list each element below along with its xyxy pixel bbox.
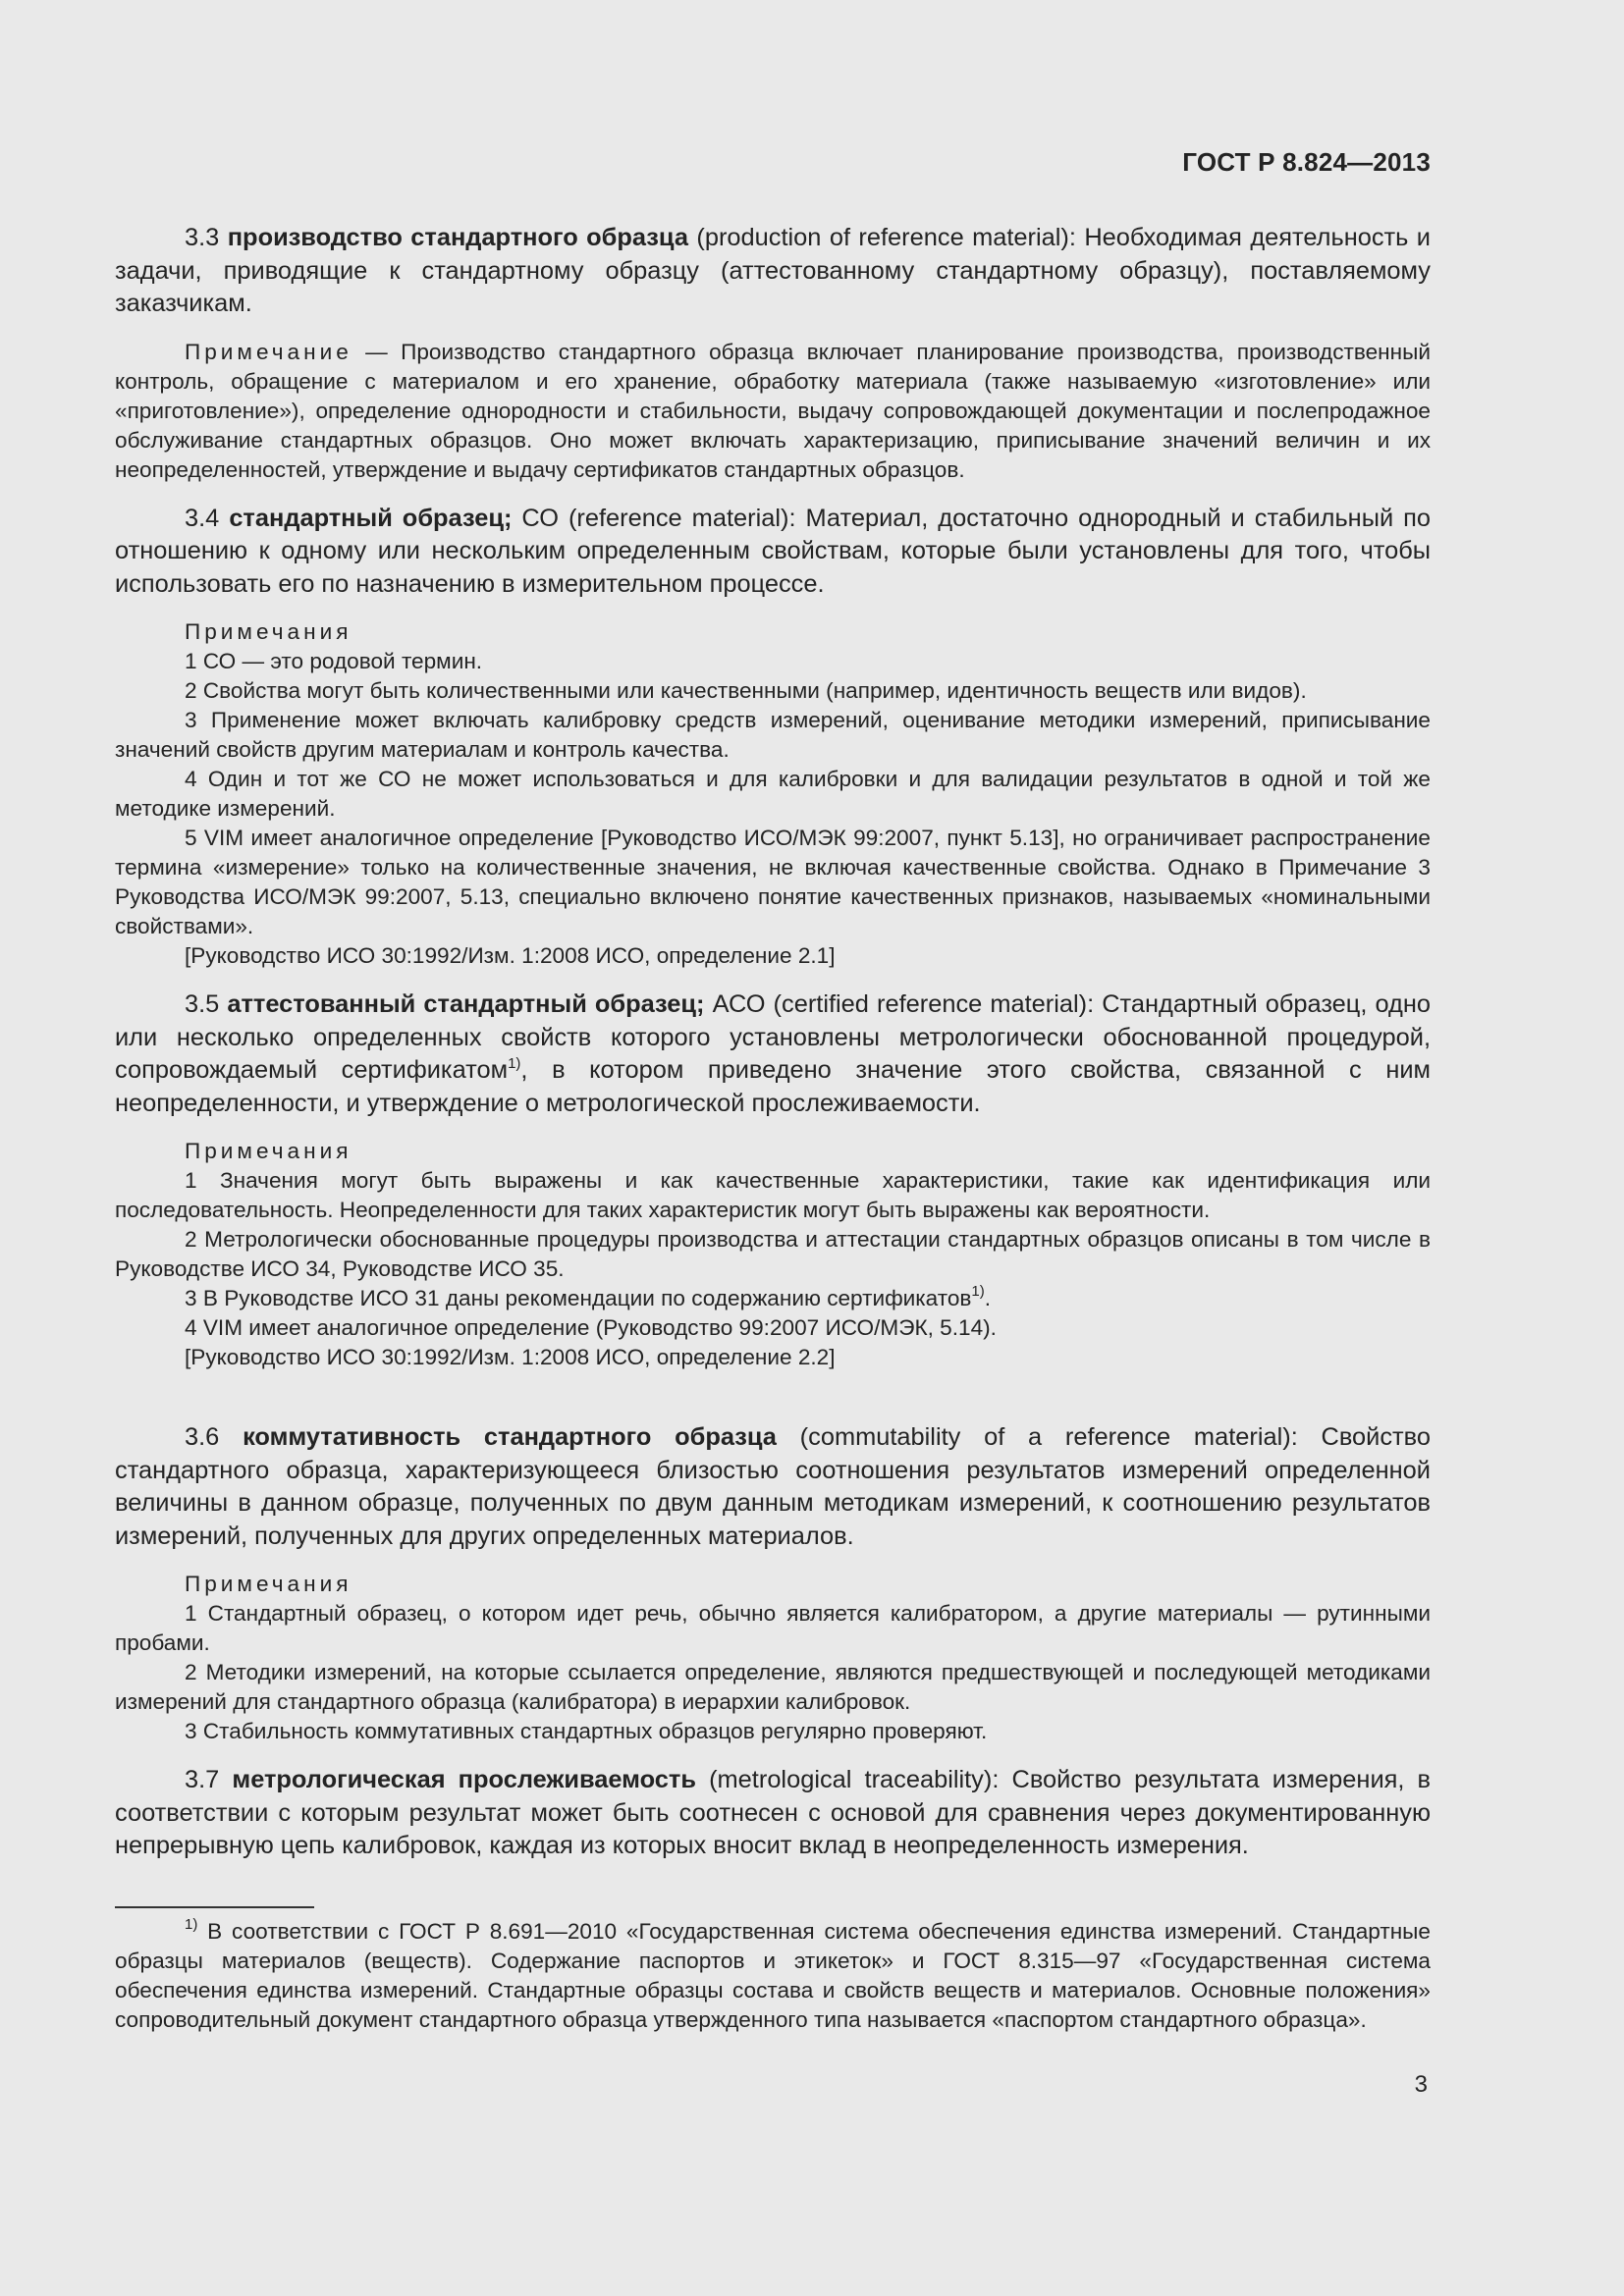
note-item [115,1284,1431,1313]
note-text: — Производство стандартного образца включает планирование производства, производственный контроль, обращение с материалом и его хранение, обработку материала (также называемую «изготовление» или «приготовление»), определение однородности и стабильности, выдачу сопровождающей документации и послепродажное обслуживание стандартных образцов. Оно может включать характеризацию, приписывание значений величин и их неопределенностей, утверждение и выдачу сертификатов стандартных образцов. [115,339,1431,482]
term-definition: СО (reference material): Материал, достаточно однородный и стабильный по отношению к одному или нескольким определенным свойствам, которые были установлены для того, чтобы использовать его по назначению в измерительном процессе. [115,504,1432,598]
footnote-reference[interactable]: 1) [971,1283,985,1300]
note-item: 5 VIM имеет аналогичное определение [Руководство ИСО/МЭК 99:2007, пункт 5.13], но ограничивает распространение термина «измерение» только на количественные значения, не включая качественные свойства. Однако в Примечание 3 Руководства ИСО/МЭК 99:2007, 5.13, специально включено понятие качественных признаков, называемых «номинальными свойствами». [115,826,1431,938]
note-item: 2 Метрологически обоснованные процедуры производства и аттестации стандартных образцов описаны в том числе в Руководстве ИСО 34, Руководстве ИСО 35. [115,1227,1431,1281]
section-number: 3.7 [185,1766,220,1793]
document-code-header: ГОСТ Р 8.824—2013 [1182,147,1431,177]
section-number: 3.6 [185,1423,220,1451]
term-title: метрологическая прослеживаемость [232,1766,696,1793]
note-item-end: . [984,1286,992,1310]
term-definition: (production of reference material): Необходимая деятельность и задачи, приводящие к стандартному образцу (аттестованному стандартному образцу), поставляемому заказчикам. [115,224,1431,317]
note-label: Примечание [185,339,352,364]
footnote-divider [115,1906,314,1908]
note-item: 3 Применение может включать калибровку средств измерений, оценивание методики измерений, приписывание значений свойств другим материалам и контроль качества. [115,708,1431,762]
note-item: 1 СО — это родовой термин. [185,649,483,673]
term-definition: (commutability of a reference material): Свойство стандартного образца, характеризующееся близостью соотношения результатов измерений определенной величины в данном образце, полученных по двум данным методикам измерений, к соотношению результатов измерений, полученных для других определенных материалов. [115,1423,1431,1550]
page-body [115,222,1431,1880]
footnote-reference[interactable]: 1) [508,1055,521,1072]
term-definition-continued: , в котором приведено значение этого свойства, связанной с ним неопределенности, и утверждение о метрологической прослеживаемости. [115,1056,1431,1117]
note-block-3-3 [115,338,1431,485]
section-3-3 [115,222,1431,321]
note-item: 2 Методики измерений, на которые ссылается определение, являются предшествующей и последующей методиками измерений для стандартного образца (калибратора) в иерархии калибровок. [115,1660,1431,1714]
spacer [115,1390,1431,1421]
note-item: 1 Значения могут быть выражены и как качественные характеристики, такие как идентификация или последовательность. Неопределенности для таких характеристик могут быть выражены как вероятности. [115,1168,1431,1222]
notes-label: Примечания [185,1572,352,1596]
note-item: 3 Стабильность коммутативных стандартных образцов регулярно проверяют. [185,1719,988,1743]
section-number: 3.5 [185,990,220,1018]
section-3-7 [115,1764,1431,1863]
notes-label: Примечания [185,1139,352,1163]
footnote-marker: 1) [185,1916,198,1933]
page-number: 3 [1414,2071,1428,2098]
note-item-text: 3 В Руководстве ИСО 31 даны рекомендации по содержанию сертификатов [185,1286,972,1310]
note-item: 4 VIM имеет аналогичное определение (Руководство 99:2007 ИСО/МЭК, 5.14). [185,1315,997,1340]
section-number: 3.3 [185,224,220,251]
note-paragraph [115,338,1431,485]
term-definition: АСО (certified reference material): Стандартный образец, одно или несколько определенных свойств которого установлены метрологически обоснованной процедурой, сопровождаемый сертификатом [115,990,1431,1084]
notes-block-3-6 [115,1570,1431,1746]
term-title: коммутативность стандартного образца [243,1423,777,1451]
section-3-6 [115,1421,1431,1553]
footnote [115,1917,1431,2035]
term-title: аттестованный стандартный образец; [227,990,705,1018]
section-3-5 [115,988,1431,1120]
note-source: [Руководство ИСО 30:1992/Изм. 1:2008 ИСО, определение 2.2] [185,1345,836,1369]
note-source: [Руководство ИСО 30:1992/Изм. 1:2008 ИСО, определение 2.1] [185,943,836,968]
note-item: 1 Стандартный образец, о котором идет речь, обычно является калибратором, а другие материалы — рутинными пробами. [115,1601,1431,1655]
footnote-text: В соответствии с ГОСТ Р 8.691—2010 «Государственная система обеспечения единства измерений. Стандартные образцы материалов (веществ). Содержание паспортов и этикеток» и ГОСТ 8.315—97 «Государственная система обеспечения единства измерений. Стандартные образцы состава и свойств веществ и материалов. Основные положения» сопроводительный документ стандартного образца утвержденного типа называется «паспортом стандартного образца». [115,1919,1431,2032]
note-item: 4 Один и тот же СО не может использоваться и для калибровки и для валидации результатов в одной и той же методике измерений. [115,767,1431,821]
note-item: 2 Свойства могут быть количественными или качественными (например, идентичность веществ или видов). [185,678,1307,703]
notes-label: Примечания [185,619,352,644]
term-title: стандартный образец; [229,504,513,532]
section-3-4 [115,503,1431,602]
notes-block-3-4 [115,617,1431,971]
notes-block-3-5 [115,1137,1431,1372]
term-title: производство стандартного образца [227,224,688,251]
section-number: 3.4 [185,504,220,532]
term-definition: (metrological traceability): Свойство результата измерения, в соответствии с которым результат может быть соотнесен с основой для сравнения через документированную непрерывную цепь калибровок, каждая из которых вносит вклад в неопределенность измерения. [115,1766,1432,1859]
